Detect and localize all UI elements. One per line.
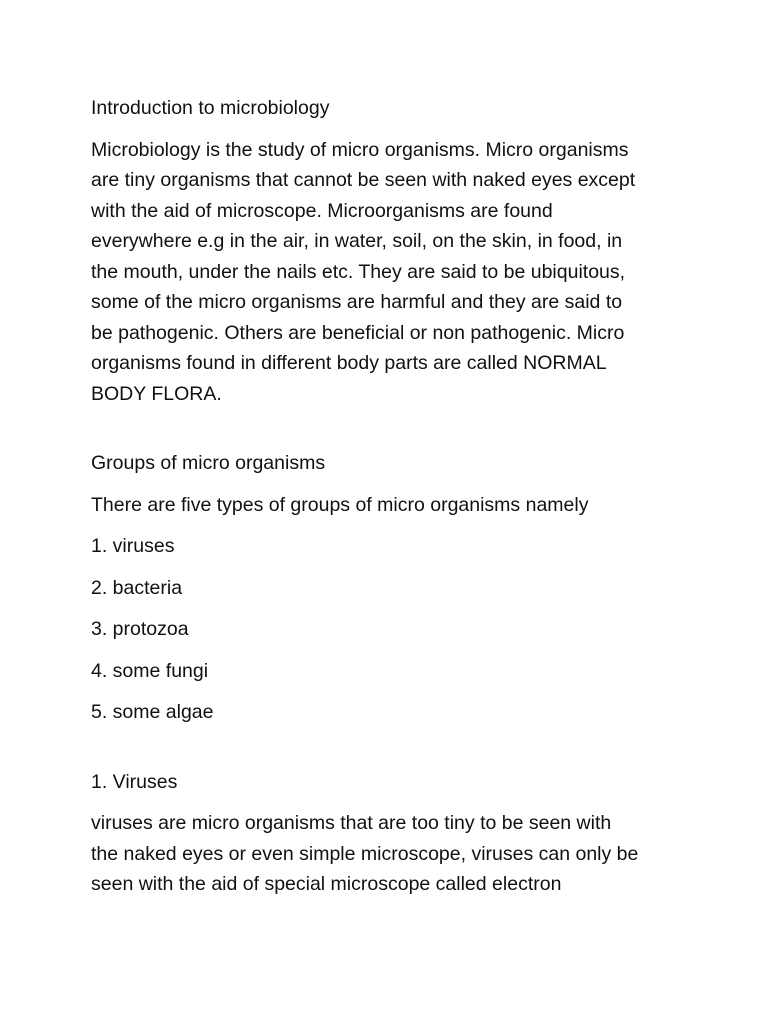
list-item-fungi: 4. some fungi [91,659,209,682]
section-heading-groups: Groups of micro organisms [91,452,326,474]
groups-intro-text: There are five types of groups of micro organisms namely [91,493,589,516]
document-content [91,93,681,911]
list-item-algae: 5. some algae [91,701,214,723]
groups-list [91,531,681,728]
paragraph-gap [91,420,681,448]
list-item-protozoa: 3. protozoa [91,618,189,640]
section-heading-viruses: 1. Viruses [91,770,178,793]
section-heading-introduction: Introduction to microbiology [91,97,330,119]
list-item-bacteria: 2. bacteria [91,576,183,599]
list-item-viruses: 1. viruses [91,535,175,557]
paragraph-gap [91,739,681,767]
introduction-paragraph: Microbiology is the study of micro organisms. Micro organisms are tiny organisms that cannot be seen with naked eyes except with the aid of microscope. Microorganisms are found everywhere e.g in the air, in water, soil, on the skin, in food, in the mouth, under the nails etc. They are said to be ubiquitous, some of the micro organisms are harmful and they are said to be pathogenic. Others are beneficial or non pathogenic. Micro organisms found in different body parts are called NORMAL BODY FLORA. [91,138,636,405]
viruses-paragraph: viruses are micro organisms that are too tiny to be seen with the naked eyes or even simple microscope, viruses can only be seen with the aid of special microscope called electron [91,812,639,895]
